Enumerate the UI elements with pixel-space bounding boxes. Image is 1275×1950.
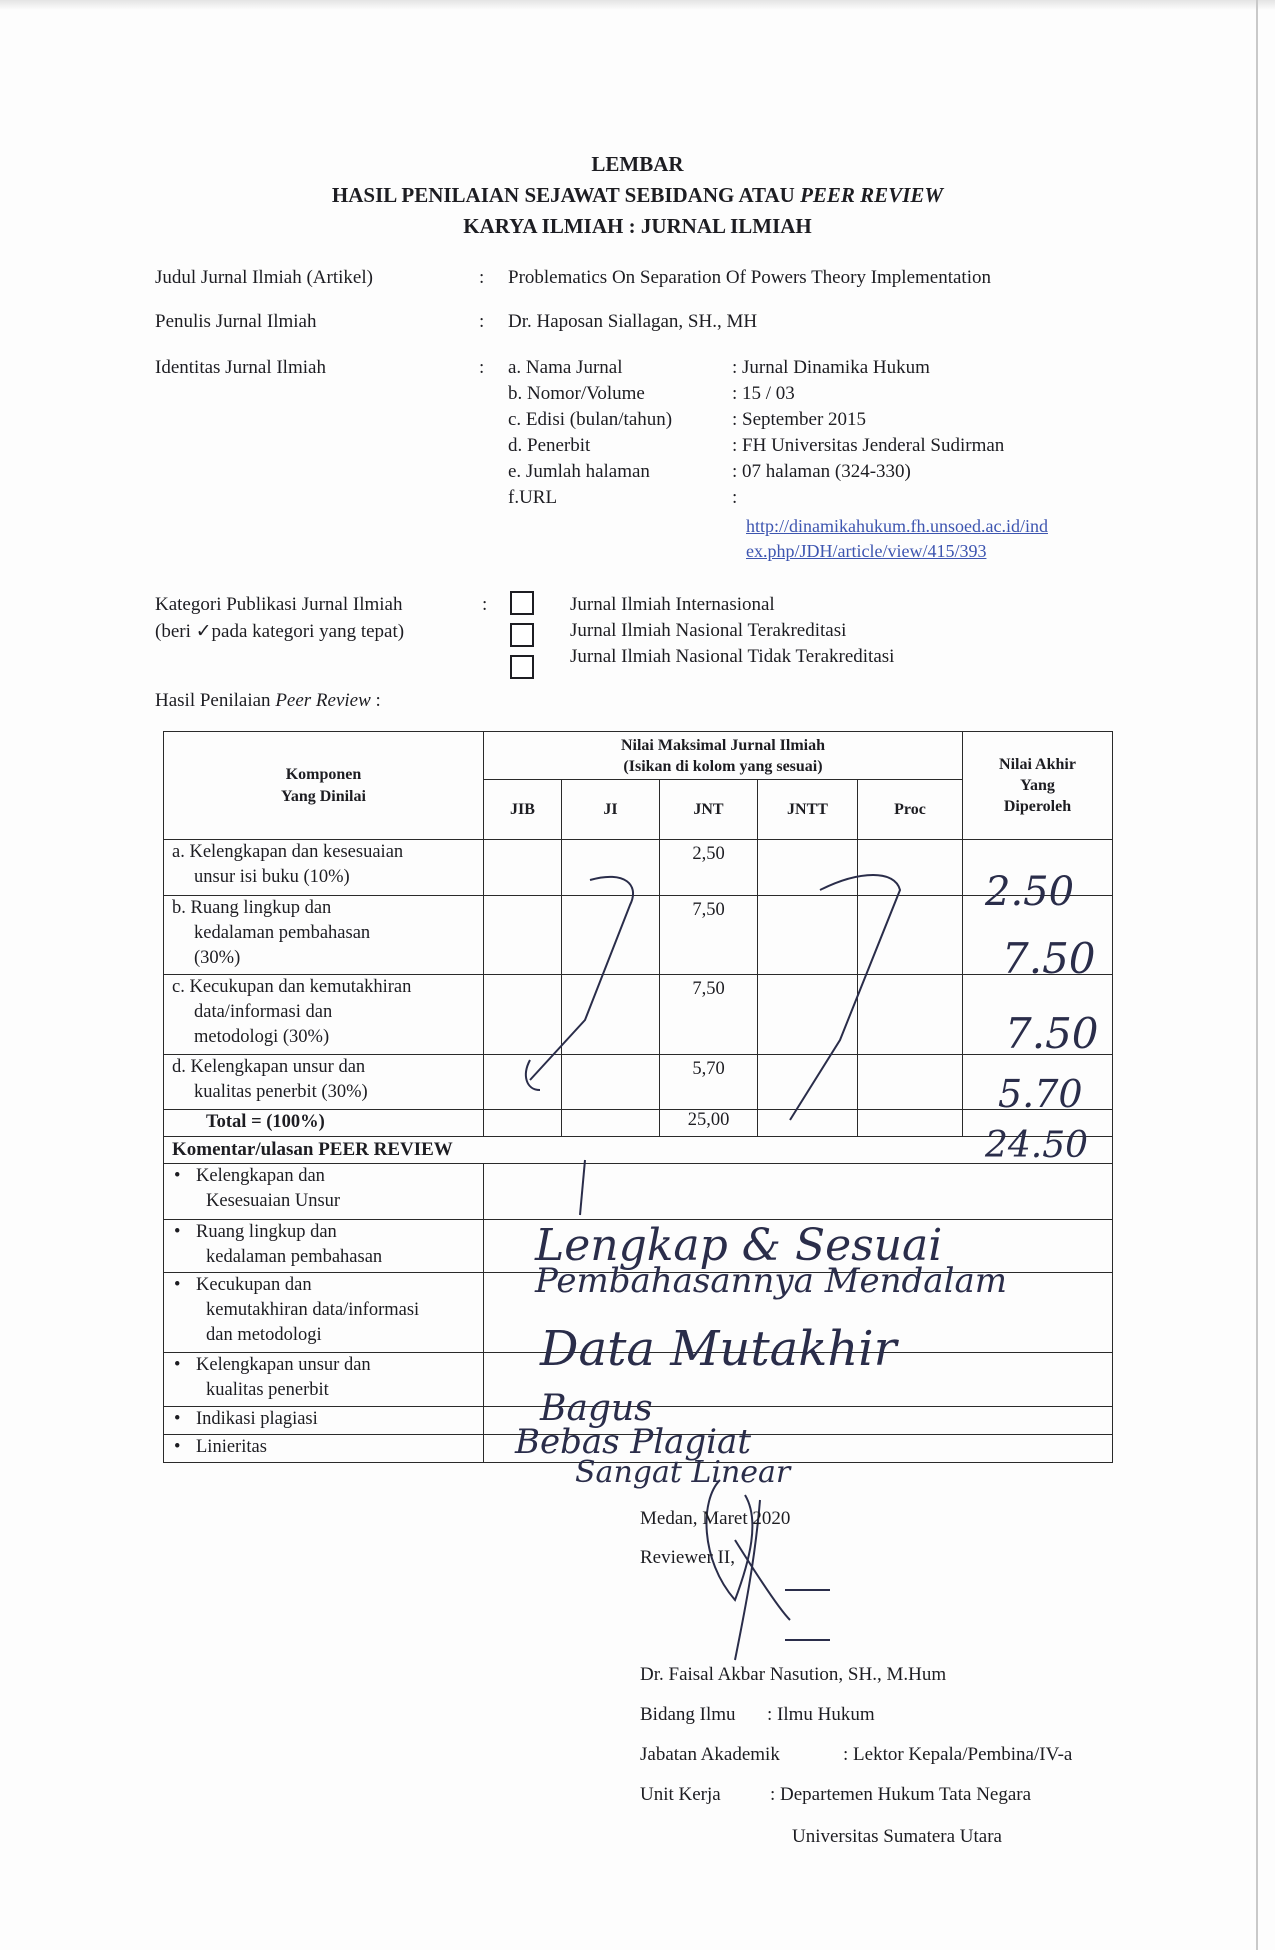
header-nilai-maksimal — [484, 732, 963, 780]
comment-value-5 — [484, 1407, 1113, 1435]
comment-3-l2: kemutakhiran data/informasi — [206, 1300, 420, 1320]
total-label: Total = (100%) — [164, 1110, 484, 1137]
nilai-akhir-b-hand: 7.50 — [1002, 934, 1096, 983]
header-ji: JI — [562, 780, 660, 840]
page-edge — [1256, 0, 1258, 1950]
kategori-colon: : — [482, 594, 488, 615]
total-row — [164, 1110, 1113, 1137]
comment-value-3 — [484, 1273, 1113, 1353]
komponen-d — [164, 1055, 484, 1110]
komponen-c-l3: metodologi (30%) — [194, 1027, 330, 1047]
judul-value: Problematics On Separation Of Powers Theory Implementation — [508, 267, 991, 288]
cell-proc — [858, 1055, 963, 1110]
nilai-akhir-a — [963, 840, 1113, 896]
cell-proc — [858, 896, 963, 975]
komponen-c — [164, 975, 484, 1055]
comment-1-l1: Kelengkapan dan — [196, 1166, 325, 1186]
cell-jib — [484, 840, 562, 896]
option-internasional: Jurnal Ilmiah Internasional — [570, 594, 775, 615]
kategori-label: Kategori Publikasi Jurnal Ilmiah — [155, 594, 403, 615]
bidang-value: : Ilmu Hukum — [767, 1704, 875, 1725]
nilai-akhir-b — [963, 896, 1113, 975]
table-row — [164, 840, 1113, 896]
nilai-akhir-c-hand: 7.50 — [1005, 1009, 1099, 1058]
comment-1-l2: Kesesuaian Unsur — [206, 1191, 341, 1211]
field-value-penerbit: : FH Universitas Jenderal Sudirman — [732, 435, 1005, 456]
header-proc: Proc — [858, 780, 963, 840]
bullet-4: • — [174, 1355, 181, 1375]
penulis-label: Penulis Jurnal Ilmiah — [155, 311, 317, 332]
bullet-6: • — [174, 1437, 181, 1457]
nilai-akhir-a-hand: 2.50 — [985, 869, 1075, 915]
komponen-b-l1: b. Ruang lingkup dan — [172, 898, 332, 918]
cell-ji — [562, 1055, 660, 1110]
cell-jib — [484, 975, 562, 1055]
total-akhir-hand: 24.50 — [985, 1125, 1089, 1166]
field-value-url: : — [732, 487, 738, 508]
checkbox-nasional-tidak-terakreditasi[interactable] — [510, 655, 534, 679]
field-value-halaman: : 07 halaman (324-330) — [732, 461, 911, 482]
option-nasional-tidak-terakreditasi: Jurnal Ilmiah Nasional Tidak Terakreditasi — [570, 646, 895, 667]
table-row — [164, 1055, 1113, 1110]
comment-row — [164, 1273, 1113, 1353]
comment-hand-3: Data Mutakhir — [540, 1321, 897, 1377]
comment-6-l1: Linieritas — [196, 1437, 267, 1457]
comment-label-1 — [164, 1164, 484, 1220]
cell-jib — [484, 1055, 562, 1110]
comment-label-2 — [164, 1220, 484, 1273]
title-hasil-text: HASIL PENILAIAN SEJAWAT SEBIDANG ATAU — [331, 183, 801, 207]
nilai-akhir-c — [963, 975, 1113, 1055]
komponen-c-l1: c. Kecukupan dan kemutakhiran — [172, 977, 412, 997]
penulis-colon: : — [479, 311, 485, 332]
reviewer-name: Dr. Faisal Akbar Nasution, SH., M.Hum — [640, 1664, 947, 1685]
peer-review-table — [163, 731, 1113, 1463]
komponen-d-l1: d. Kelengkapan unsur dan — [172, 1057, 366, 1077]
cell-jntt — [758, 975, 858, 1055]
jabatan-value: : Lektor Kepala/Pembina/IV-a — [843, 1744, 1073, 1765]
field-value-nama: : Jurnal Dinamika Hukum — [732, 357, 930, 378]
table-row — [164, 975, 1113, 1055]
cell-ji — [562, 840, 660, 896]
bullet-5: • — [174, 1409, 181, 1429]
cell-ji — [562, 975, 660, 1055]
header-nilai-maksimal-line2: (Isikan di kolom yang sesuai) — [623, 757, 823, 775]
hasil-penilaian-label — [155, 690, 381, 712]
bidang-label: Bidang Ilmu — [640, 1704, 736, 1725]
reviewer-label: Reviewer II, — [640, 1547, 735, 1568]
bullet-3: • — [174, 1275, 181, 1295]
cell-jntt — [758, 1110, 858, 1137]
field-value-edisi: : September 2015 — [732, 409, 867, 430]
cell-jntt — [758, 840, 858, 896]
checkbox-internasional[interactable] — [510, 591, 534, 615]
comment-label-6 — [164, 1435, 484, 1463]
checkbox-nasional-terakreditasi[interactable] — [510, 623, 534, 647]
bullet-1: • — [174, 1166, 181, 1186]
identitas-colon: : — [479, 357, 485, 378]
comment-2-l2: kedalaman pembahasan — [206, 1247, 383, 1267]
title-hasil-penilaian — [0, 183, 1275, 208]
cell-jntt — [758, 896, 858, 975]
jnt-value-c: 7,50 — [660, 975, 758, 1055]
comment-value-2 — [484, 1220, 1113, 1273]
comment-4-l1: Kelengkapan unsur dan — [196, 1355, 371, 1375]
jabatan-label: Jabatan Akademik — [640, 1744, 780, 1765]
comment-row — [164, 1164, 1113, 1220]
title-peer-review: PEER REVIEW — [800, 183, 944, 207]
komponen-b-l2: kedalaman pembahasan — [194, 923, 371, 943]
comment-value-1 — [484, 1164, 1113, 1220]
field-value-nomor: : 15 / 03 — [732, 383, 795, 404]
cell-proc — [858, 975, 963, 1055]
field-label-edisi: c. Edisi (bulan/tahun) — [508, 409, 673, 430]
cell-ji — [562, 1110, 660, 1137]
nilai-akhir-d-hand: 5.70 — [998, 1072, 1083, 1116]
scan-shadow — [0, 0, 1275, 10]
nilai-akhir-d — [963, 1055, 1113, 1110]
cell-proc — [858, 840, 963, 896]
table-row — [164, 896, 1113, 975]
header-jntt: JNTT — [758, 780, 858, 840]
journal-url-line1[interactable]: http://dinamikahukum.fh.unsoed.ac.id/ind — [746, 516, 1048, 536]
comment-hand-1: Lengkap & Sesuai — [535, 1220, 943, 1271]
unit-label: Unit Kerja — [640, 1784, 721, 1805]
comment-label-3 — [164, 1273, 484, 1353]
place-date: Medan, Maret 2020 — [640, 1508, 791, 1529]
total-akhir-cell — [963, 1110, 1113, 1137]
comment-hand-4: Bagus — [540, 1388, 653, 1429]
title-karya-ilmiah: KARYA ILMIAH : JURNAL ILMIAH — [463, 214, 812, 238]
field-label-penerbit: d. Penerbit — [508, 435, 591, 456]
komentar-header: Komentar/ulasan PEER REVIEW — [164, 1137, 1113, 1164]
comment-hand-6: Sangat Linear — [575, 1455, 791, 1490]
hasil-text-c: : — [370, 690, 381, 711]
comment-row — [164, 1220, 1113, 1273]
judul-colon: : — [479, 267, 485, 288]
comment-hand-5: Bebas Plagiat — [515, 1422, 751, 1462]
total-jnt: 25,00 — [660, 1110, 758, 1137]
komponen-a-l2: unsur isi buku (10%) — [194, 867, 350, 887]
komponen-b — [164, 896, 484, 975]
unit-value: : Departemen Hukum Tata Negara — [770, 1784, 1032, 1805]
journal-url-line2[interactable]: ex.php/JDH/article/view/415/393 — [746, 541, 987, 561]
jnt-value-b: 7,50 — [660, 896, 758, 975]
judul-label: Judul Jurnal Ilmiah (Artikel) — [155, 267, 373, 288]
comment-4-l2: kualitas penerbit — [206, 1380, 329, 1400]
option-nasional-terakreditasi: Jurnal Ilmiah Nasional Terakreditasi — [570, 620, 847, 641]
header-jnt: JNT — [660, 780, 758, 840]
komponen-c-l2: data/informasi dan — [194, 1002, 333, 1022]
komponen-b-l3: (30%) — [194, 948, 241, 968]
cell-jib — [484, 896, 562, 975]
comment-hand-2: Pembahasannya Mendalam — [535, 1261, 1007, 1301]
comment-row — [164, 1435, 1113, 1463]
cell-ji — [562, 896, 660, 975]
header-komponen: Komponen Yang Dinilai — [164, 732, 484, 840]
comment-label-5 — [164, 1407, 484, 1435]
comment-label-4 — [164, 1353, 484, 1407]
cell-proc — [858, 1110, 963, 1137]
jnt-value-a: 2,50 — [660, 840, 758, 896]
bullet-2: • — [174, 1222, 181, 1242]
header-jib: JIB — [484, 780, 562, 840]
cell-jntt — [758, 1055, 858, 1110]
title-lembar: LEMBAR — [591, 152, 684, 176]
hasil-text-b: Peer Review — [275, 690, 371, 711]
penulis-value: Dr. Haposan Siallagan, SH., MH — [508, 311, 758, 332]
komponen-a-l1: a. Kelengkapan dan kesesuaian — [172, 842, 404, 862]
comment-3-l1: Kecukupan dan — [196, 1275, 312, 1295]
komponen-d-l2: kualitas penerbit (30%) — [194, 1082, 368, 1102]
field-label-url: f.URL — [508, 487, 558, 508]
comment-value-6 — [484, 1435, 1113, 1463]
cell-jib — [484, 1110, 562, 1137]
comment-row — [164, 1407, 1113, 1435]
field-label-nama: a. Nama Jurnal — [508, 357, 623, 378]
comment-3-l3: dan metodologi — [206, 1325, 322, 1345]
komponen-a — [164, 840, 484, 896]
comment-2-l1: Ruang lingkup dan — [196, 1222, 337, 1242]
field-label-halaman: e. Jumlah halaman — [508, 461, 650, 482]
header-nilai-akhir: Nilai Akhir Yang Diperoleh — [963, 732, 1113, 840]
kategori-hint: (beri ✓pada kategori yang tepat) — [155, 621, 405, 642]
jnt-value-d: 5,70 — [660, 1055, 758, 1110]
identitas-label: Identitas Jurnal Ilmiah — [155, 357, 326, 378]
header-nilai-maksimal-line1: Nilai Maksimal Jurnal Ilmiah — [620, 736, 826, 754]
comment-row — [164, 1353, 1113, 1407]
comment-value-4 — [484, 1353, 1113, 1407]
comment-5-l1: Indikasi plagiasi — [196, 1409, 318, 1429]
unit-value-2: Universitas Sumatera Utara — [792, 1826, 1002, 1847]
field-label-nomor: b. Nomor/Volume — [508, 383, 645, 404]
hasil-text-a: Hasil Penilaian — [155, 690, 276, 711]
